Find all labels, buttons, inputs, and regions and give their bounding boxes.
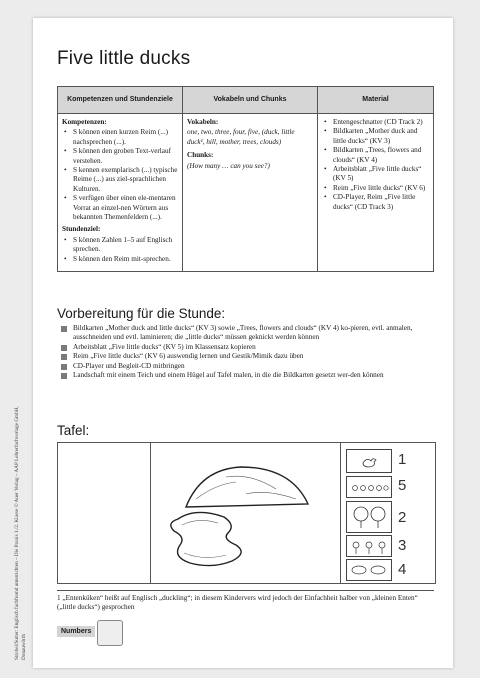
checkbox-icon bbox=[61, 345, 67, 351]
page-title: Five little ducks bbox=[57, 48, 191, 69]
prep-list bbox=[60, 324, 438, 380]
material-item: • Arbeitsblatt „Five little ducks“ (KV 5) bbox=[333, 165, 429, 184]
kompetenz-item: • S kennen exemplarisch (...) typische Reime (...) aus ziel-sprachlichen Kulturen. bbox=[73, 166, 178, 194]
prep-item: Landschaft mit einem Teich und einem Hügel auf Tafel malen, in die die Bildkarten gesetzt wer-den können bbox=[60, 371, 438, 380]
flowers-card bbox=[346, 535, 392, 557]
tafel-heading: Tafel: bbox=[57, 423, 90, 438]
vokabeln-heading: Vokabeln: bbox=[187, 118, 219, 126]
blackboard-sketch bbox=[57, 442, 436, 584]
material-item: • Bildkarten „Mother duck and little ducks“ (KV 3) bbox=[333, 127, 429, 146]
material-item: • Bildkarten „Trees, flowers and clouds“ (KV 4) bbox=[333, 146, 429, 165]
prep-item: CD-Player und Begleit-CD mitbringen bbox=[60, 362, 438, 371]
prep-heading: Vorbereitung für die Stunde: bbox=[57, 306, 226, 321]
board-number: 2 bbox=[398, 509, 407, 526]
kompetenz-item: • S verfügen über einen ele-mentaren Vorrat an einzel-nen Wörtern aus bekannten Themenfeldern (...). bbox=[73, 194, 178, 222]
material-cell bbox=[318, 114, 434, 272]
trees-card bbox=[346, 501, 392, 533]
board-divider bbox=[150, 443, 151, 583]
prep-item: Arbeitsblatt „Five little ducks“ (KV 5) im Klassensatz kopieren bbox=[60, 343, 438, 352]
board-number: 5 bbox=[398, 477, 407, 494]
chapter-label: Numbers bbox=[57, 626, 95, 637]
vokabeln-list: one, two, three, four, five, (duck, little duck¹, hill, mother, trees, clouds) bbox=[187, 128, 295, 146]
chunks-heading: Chunks: bbox=[187, 151, 214, 160]
little-ducks-card bbox=[346, 476, 392, 498]
checkbox-icon bbox=[61, 373, 67, 379]
kompetenzen-cell bbox=[58, 114, 183, 272]
checkbox-icon bbox=[61, 354, 67, 360]
landscape-drawing bbox=[156, 449, 336, 579]
checkbox-icon bbox=[61, 326, 67, 332]
vokabeln-cell bbox=[183, 114, 318, 272]
header-vokabeln: Vokabeln und Chunks bbox=[183, 87, 318, 114]
checkbox-icon bbox=[61, 364, 67, 370]
material-item: • Entengeschnatter (CD Track 2) bbox=[333, 118, 429, 127]
board-number: 4 bbox=[398, 561, 407, 578]
header-kompetenzen: Kompetenzen und Stundenziele bbox=[58, 87, 183, 114]
header-material: Material bbox=[318, 87, 434, 114]
material-item: • Reim „Five little ducks“ (KV 6) bbox=[333, 184, 429, 193]
material-item: • CD-Player, Reim „Five little ducks“ (CD Track 3) bbox=[333, 193, 429, 212]
stundenziel-item: • S können Zahlen 1–5 auf Englisch sprechen. bbox=[73, 236, 178, 255]
footnote-divider bbox=[57, 590, 434, 591]
stundenziel-heading: Stundenziel: bbox=[62, 225, 101, 234]
copyright-note: Strobel/Sutter: Englisch fachfremd unterrichten – Die Praxis 1./2. Klasse © Auer Verlag – AAP Lehrerfachverlage GmbH, Donauwörth bbox=[14, 406, 27, 660]
board-number: 1 bbox=[398, 451, 407, 468]
clouds-card bbox=[346, 559, 392, 581]
kompetenz-item: • S können einen kurzen Reim (...) nachsprechen (...). bbox=[73, 128, 178, 147]
board-number: 3 bbox=[398, 537, 407, 554]
chapter-logo-icon bbox=[97, 620, 123, 646]
stundenziel-item: • S können den Reim mit-sprechen. bbox=[73, 255, 178, 264]
footnote: 1 „Entenküken“ heißt auf Englisch „duckling“; in diesem Kindervers wird jedoch der Einfachheit halber von „kleinen Enten“ („little ducks“) gesprochen bbox=[57, 594, 418, 612]
lesson-table bbox=[57, 86, 434, 272]
chunks-list: (How many … can you see?) bbox=[187, 161, 270, 170]
mother-duck-card bbox=[346, 449, 392, 473]
kompetenzen-heading: Kompetenzen: bbox=[62, 118, 107, 126]
board-divider bbox=[340, 443, 341, 583]
kompetenz-item: • S können den groben Text-verlauf verstehen. bbox=[73, 147, 178, 166]
prep-item: Reim „Five little ducks“ (KV 6) auswendig lernen und Gestik/Mimik dazu üben bbox=[60, 352, 438, 361]
prep-item: Bildkarten „Mother duck and little ducks“ (KV 3) sowie „Trees, flowers and clouds“ (KV 4) ko-pieren, evtl. anmalen, ausschneiden und evtl. laminieren; die „little ducks“ müssen geknickt werden können bbox=[60, 324, 438, 343]
